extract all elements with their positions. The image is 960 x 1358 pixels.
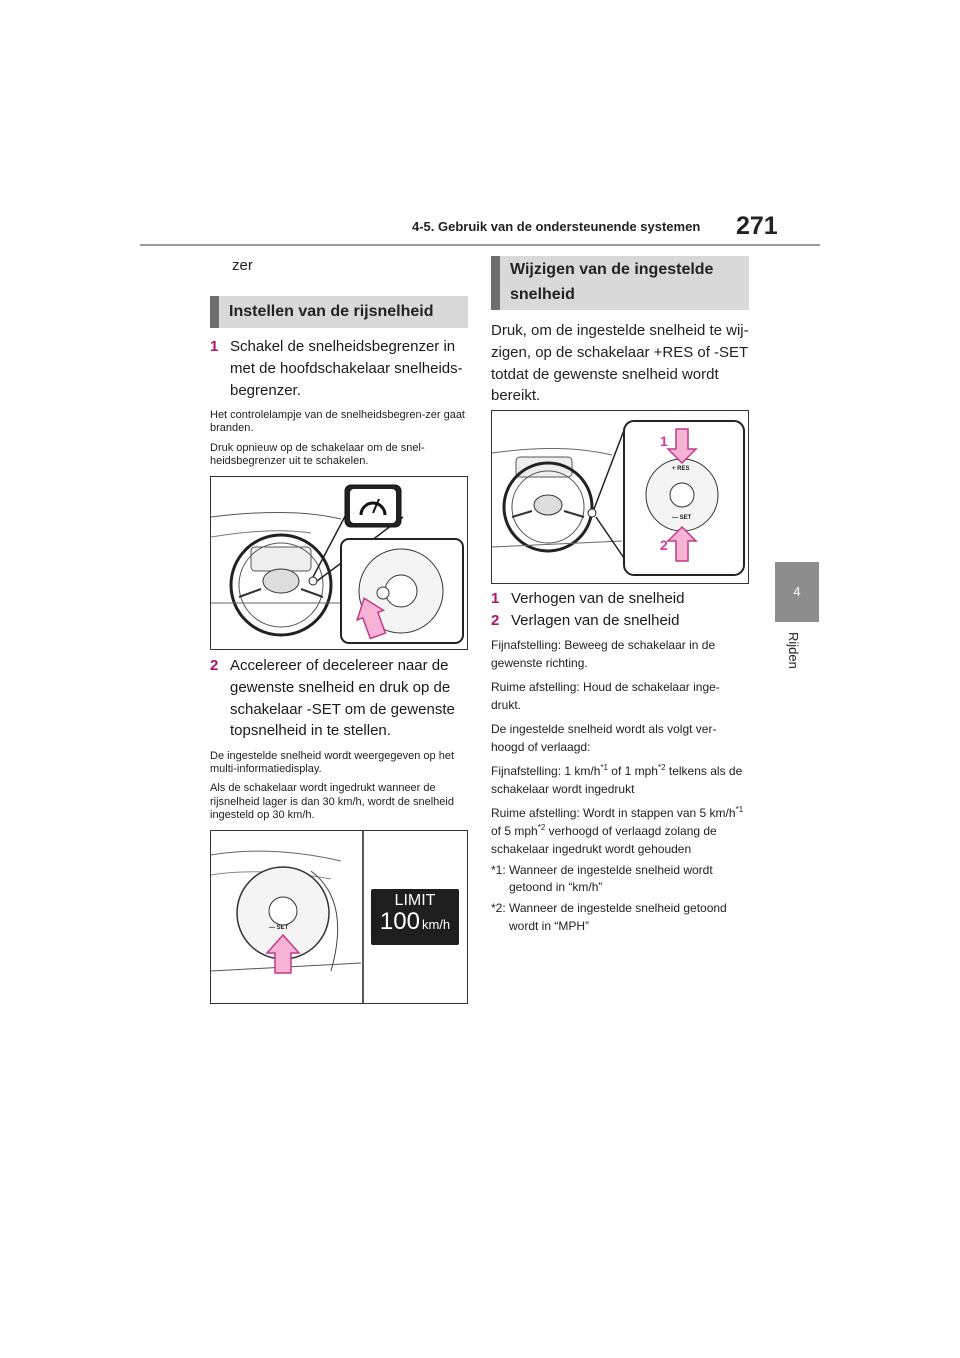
step-number: 1 — [210, 338, 219, 355]
step-number: 2 — [491, 611, 500, 629]
step-text: Accelereer of decelereer naar de gewenste snelheid en druk op de schakelaar -SET om de gewenste topsnelheid in te stellen. — [230, 657, 455, 740]
limit-unit: km/h — [421, 917, 451, 932]
step-increase — [491, 588, 749, 610]
superscript: *1 — [735, 804, 744, 814]
footnote-1 — [491, 862, 749, 897]
adjust-intro: De ingestelde snelheid wordt als volgt ver-hoogd of verlaagd: — [491, 721, 717, 754]
figure-steering-wheel-limiter — [210, 476, 468, 650]
limit-display — [371, 889, 459, 945]
figure-res-set-switch — [491, 410, 749, 584]
heading-set-speed: Instellen van de rijsnelheid — [210, 296, 468, 328]
step-2 — [210, 655, 468, 742]
marker-2: 2 — [660, 537, 668, 553]
set-label: — SET — [672, 515, 692, 521]
fine-steps: Fijnafstelling: 1 $km/h^{*1}$ of 1 mph$^{*2}$ telkens als de schakelaar wordt ingedrukt — [491, 762, 743, 796]
chapter-tab: 4 — [775, 562, 819, 622]
footnote-mark: *2: — [491, 901, 506, 916]
step-text: Verlagen van de snelheid — [511, 611, 680, 629]
steering-wheel-illustration — [211, 477, 467, 649]
figure-set-switch-limit — [210, 830, 468, 1004]
footnote-text: Wanneer de ingestelde snelheid wordt getoond in “km/h” — [509, 862, 713, 894]
continued-text: zer — [232, 257, 253, 274]
section-title: 4-5. Gebruik van de ondersteunende systemen — [412, 219, 701, 234]
header-divider — [140, 244, 820, 246]
res-label: + RES — [672, 466, 690, 472]
page-number: 271 — [736, 212, 778, 240]
step-text: Verhogen van de snelheid — [511, 590, 685, 607]
note-switch-off: Druk opnieuw op de schakelaar om de snel-heidsbegrenzer uit te schakelen. — [210, 441, 425, 467]
note-indicator: Het controlelampje van de snelheidsbegren-zer gaat branden. — [210, 409, 465, 435]
step-1 — [210, 336, 468, 401]
change-speed-intro: Druk, om de ingestelde snelheid te wij-zigen, op de schakelaar +RES of -SET totdat de gewenste snelheid wordt bereikt. — [491, 322, 749, 405]
limit-title: LIMIT — [394, 892, 436, 909]
fine-adjust: Fijnafstelling: Beweeg de schakelaar in de gewenste richting. — [491, 637, 716, 670]
coarse-adjust: Ruime afstelling: Houd de schakelaar inge-drukt. — [491, 679, 720, 712]
footnote-text: Wanneer de ingestelde snelheid getoond wordt in “MPH” — [509, 901, 727, 933]
marker-1: 1 — [660, 433, 668, 449]
step-number: 2 — [210, 657, 219, 674]
step-number: 1 — [491, 590, 500, 607]
superscript: *1 — [600, 762, 608, 772]
set-label: — SET — [269, 925, 289, 931]
footnote-2 — [491, 900, 749, 935]
note-minimum-speed: Als de schakelaar wordt ingedrukt wanneer de rijsnelheid lager is dan 30 km/h, wordt de snelheid ingesteld op 30 km/h. — [210, 782, 454, 821]
heading-change-speed: Wijzigen van de ingestelde snelheid — [491, 256, 749, 310]
superscript: *2 — [537, 822, 546, 832]
step-text: Schakel de snelheidsbegrenzer in met de hoofdschakelaar snelheids-begrenzer. — [230, 338, 463, 399]
step-decrease — [491, 610, 749, 632]
note-display: De ingestelde snelheid wordt weergegeven op het multi-informatiedisplay. — [210, 750, 454, 776]
limit-value: 100 — [379, 908, 420, 935]
chapter-label: Rijden — [786, 632, 801, 669]
res-set-illustration — [492, 411, 748, 583]
coarse-steps: Ruime afstelling: Wordt in stappen van 5 $km/h^{*1}$ of 5 mph$^{*2}$ verhoogd of verlaagd zolang de schakelaar ingedrukt wordt gehouden — [491, 804, 744, 856]
footnote-mark: *1: — [491, 862, 506, 877]
superscript: *2 — [657, 762, 666, 772]
